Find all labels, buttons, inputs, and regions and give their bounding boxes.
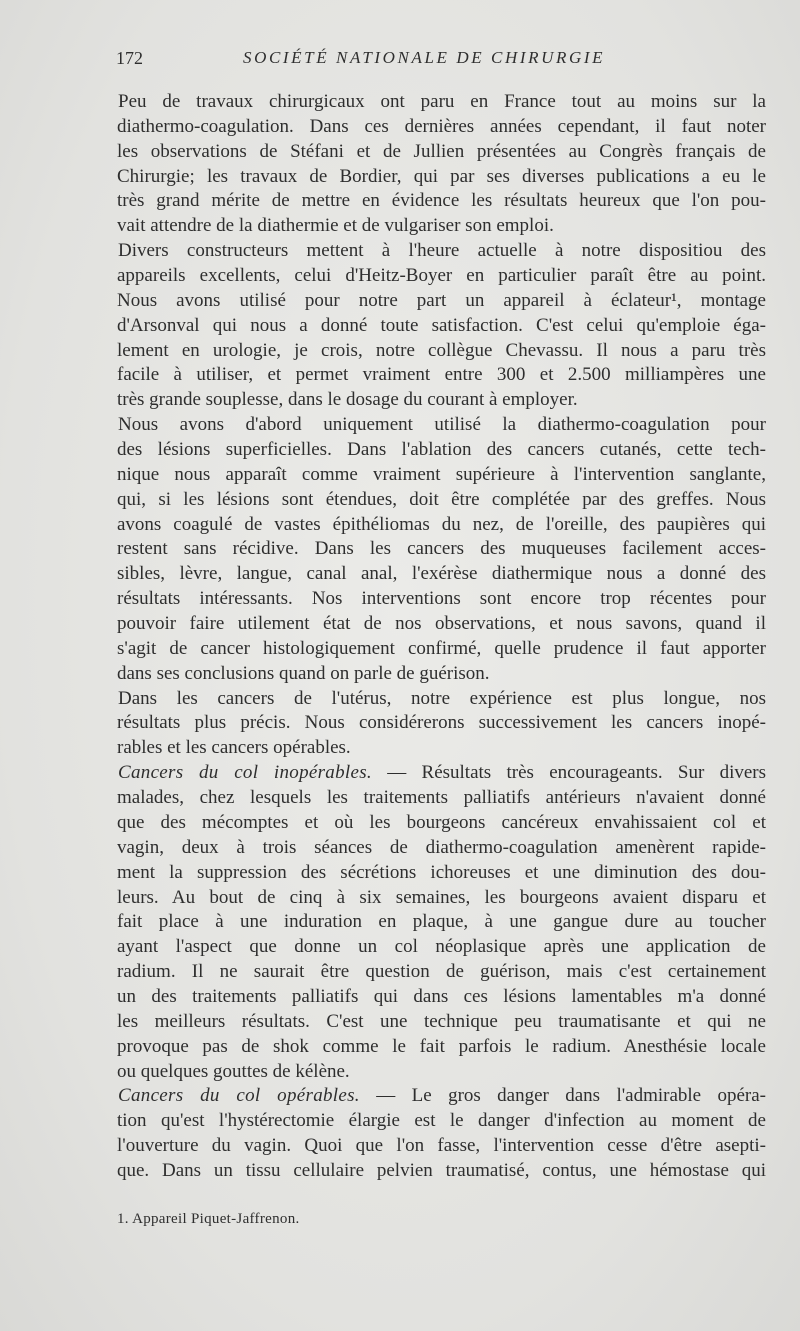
section-heading-italic: Cancers du col inopérables.: [118, 762, 372, 784]
text-line: facile à utiliser, et permet vraiment entre 300 et 2.500 milliampères une: [117, 364, 766, 386]
paragraph: [117, 687, 766, 762]
text-line: Peu de travaux chirurgicaux ont paru en France tout au moins sur la: [118, 91, 766, 112]
section-heading-italic: Cancers du col opérables.: [118, 1085, 360, 1107]
text-line: dans ses conclusions quand on parle de guérison.: [117, 662, 490, 684]
text-line: [117, 761, 766, 786]
text-line: Chirurgie; les travaux de Bordier, qui par ses diverses publications a eu le: [117, 165, 766, 187]
text-line: pouvoir faire utilement état de nos observations, et nous savons, quand il: [117, 613, 766, 635]
text-line: [117, 1084, 766, 1109]
text-line: qui, si les lésions sont étendues, doit être complétée par des greffes. Nous: [117, 488, 766, 510]
text-line: appareils excellents, celui d'Heitz-Boyer en particulier paraît être au point.: [117, 265, 766, 287]
text-line: Nous avons utilisé pour notre part un appareil à éclateur¹, montage: [117, 289, 766, 311]
running-title: SOCIÉTÉ NATIONALE DE CHIRURGIE: [243, 48, 606, 67]
text-line: lement en urologie, je crois, notre collègue Chevassu. Il nous a paru très: [117, 339, 766, 361]
text-line: que des mécomptes et où les bourgeons cancéreux envahissaient col et: [117, 811, 766, 833]
text-line: radium. Il ne saurait être question de guérison, mais c'est certainement: [117, 961, 766, 983]
paragraph: [117, 1084, 766, 1183]
text-line: ou quelques gouttes de kélène.: [117, 1060, 350, 1082]
text-line-rest: — Résultats très encourageants. Sur divers: [387, 762, 767, 784]
text-line: très grande souplesse, dans le dosage du courant à employer.: [117, 389, 578, 411]
page-number: 172: [116, 48, 143, 68]
text-line: malades, chez lesquels les traitements palliatifs antérieurs n'avaient donné: [117, 787, 766, 809]
text-line: ayant l'aspect que donne un col néoplasique après une application de: [117, 936, 766, 958]
text-line: les observations de Stéfani et de Jullien présentées au Congrès français de: [117, 140, 766, 162]
text-line: sibles, lèvre, langue, canal anal, l'exérèse diathermique nous a donné des: [117, 563, 766, 585]
text-line: vait attendre de la diathermie et de vulgariser son emploi.: [117, 215, 554, 237]
text-line: Nous avons d'abord uniquement utilisé la diathermo-coagulation pour: [118, 414, 766, 436]
text-line: avons coagulé de vastes épithéliomas du nez, de l'oreille, des paupières qui: [117, 513, 766, 535]
text-line: leurs. Au bout de cinq à six semaines, les bourgeons avaient disparu et: [117, 886, 766, 908]
text-line: un des traitements palliatifs qui dans ces lésions lamentables m'a donné: [117, 985, 766, 1007]
text-line: que. Dans un tissu cellulaire pelvien traumatisé, contus, une hémostase qui: [117, 1159, 766, 1181]
text-line: tion qu'est l'hystérectomie élargie est le danger d'infection au moment de: [117, 1110, 766, 1132]
text-line: vagin, deux à trois séances de diathermo-coagulation amenèrent rapide-: [117, 836, 766, 858]
text-line: nique nous apparaît comme vraiment supérieure à l'intervention sanglante,: [117, 463, 766, 485]
text-line: les meilleurs résultats. C'est une technique peu traumatisante et qui ne: [117, 1010, 766, 1032]
text-line: d'Arsonval qui nous a donné toute satisfaction. C'est celui qu'emploie éga-: [117, 314, 766, 336]
text-line: très grand mérite de mettre en évidence les résultats heureux que l'on pou-: [117, 190, 766, 212]
text-line: ment la suppression des sécrétions ichoreuses et une diminution des dou-: [117, 861, 766, 883]
text-line: résultats plus précis. Nous considérerons successivement les cancers inopé-: [117, 712, 766, 734]
text-line: diathermo-coagulation. Dans ces dernières années cependant, il faut noter: [117, 115, 766, 137]
paragraph: [117, 239, 766, 413]
text-line: rables et les cancers opérables.: [117, 737, 351, 759]
text-line: provoque pas de shok comme le fait parfois le radium. Anesthésie locale: [117, 1035, 766, 1057]
text-line: restent sans récidive. Dans les cancers des muqueuses facilement acces-: [117, 538, 766, 560]
text-line: résultats intéressants. Nos interventions sont encore trop récentes pour: [117, 588, 766, 610]
footnote: 1. Appareil Piquet-Jaffrenon.: [117, 1211, 300, 1227]
text-line: fait place à une induration en plaque, à une gangue dure au toucher: [117, 911, 766, 933]
paragraph: [117, 413, 766, 686]
text-line-rest: — Le gros danger dans l'admirable opéra-: [376, 1085, 767, 1107]
text-line: Divers constructeurs mettent à l'heure actuelle à notre dispositiou des: [118, 240, 766, 262]
text-line: s'agit de cancer histologiquement confirmé, quelle prudence il faut apporter: [117, 637, 766, 659]
text-line: Dans les cancers de l'utérus, notre expérience est plus longue, nos: [118, 687, 766, 709]
body-text: [117, 90, 766, 1184]
text-line: des lésions superficielles. Dans l'ablation des cancers cutanés, cette tech-: [117, 439, 766, 461]
text-line: l'ouverture du vagin. Quoi que l'on fasse, l'intervention cesse d'être asepti-: [117, 1135, 766, 1157]
paragraph: [117, 90, 766, 239]
paragraph: [117, 761, 766, 1084]
